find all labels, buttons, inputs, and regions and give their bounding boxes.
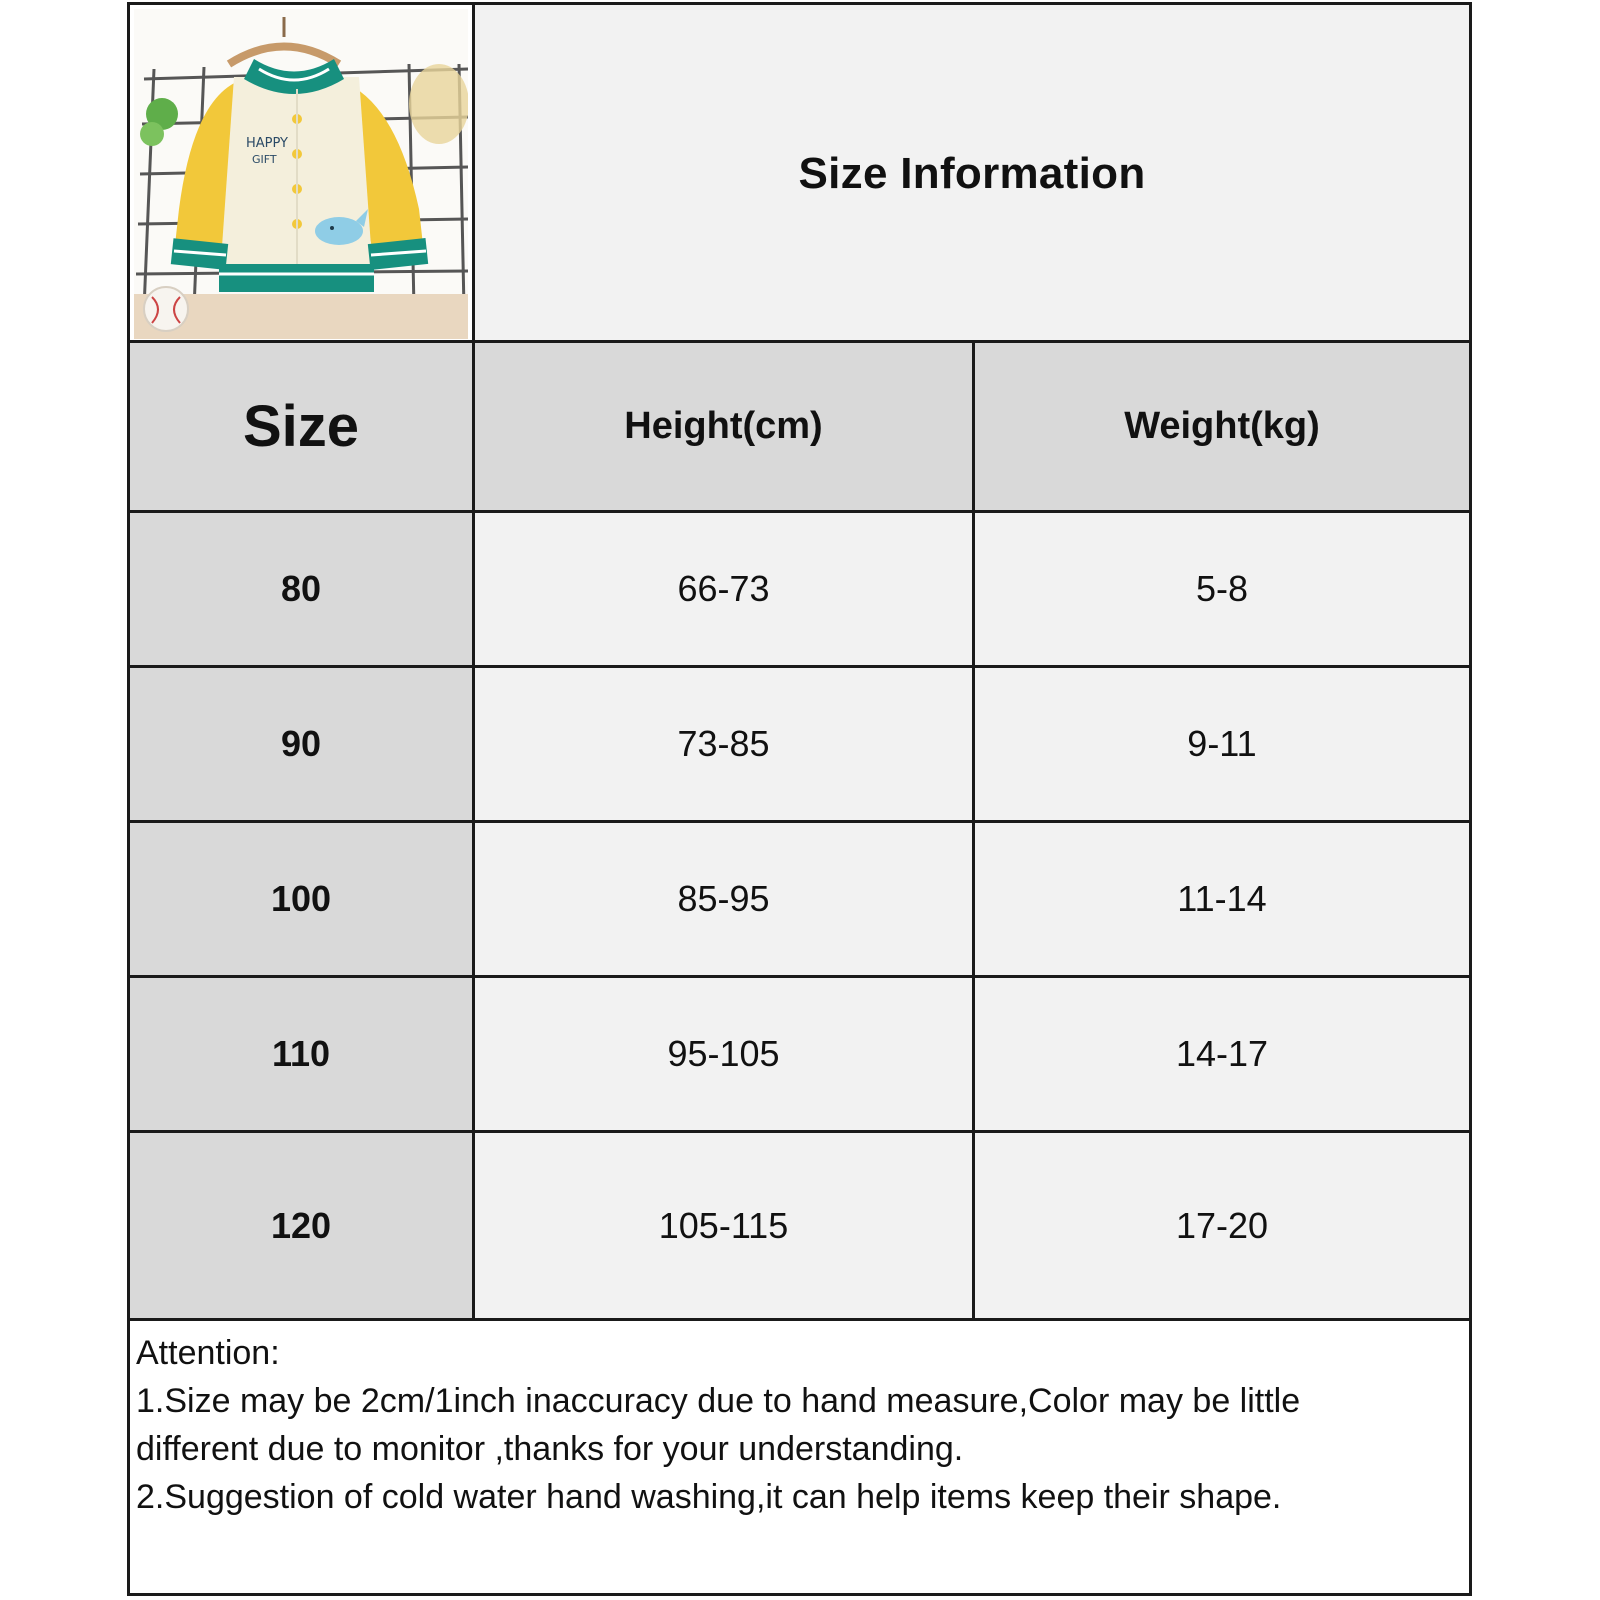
note-line: 2.Suggestion of cold water hand washing,it can help items keep their shape. bbox=[136, 1478, 1282, 1516]
svg-text:HAPPY: HAPPY bbox=[246, 136, 289, 151]
weight-cell bbox=[975, 978, 1469, 1130]
size-header: Size bbox=[242, 394, 360, 459]
weight-value: 5-8 bbox=[1195, 568, 1249, 609]
weight-cell bbox=[975, 1133, 1469, 1318]
weight-cell bbox=[975, 823, 1469, 975]
weight-value: 14-17 bbox=[1175, 1033, 1269, 1074]
size-value: 110 bbox=[271, 1033, 331, 1074]
height-value: 85-95 bbox=[677, 878, 770, 919]
attention-notes bbox=[130, 1321, 1469, 1593]
divider bbox=[972, 343, 975, 1318]
height-cell bbox=[475, 668, 972, 820]
svg-text:GIFT: GIFT bbox=[252, 153, 277, 166]
notes-heading: Attention: bbox=[136, 1334, 280, 1372]
size-value: 100 bbox=[270, 878, 332, 919]
title-cell bbox=[472, 5, 1469, 343]
size-cell bbox=[130, 978, 472, 1130]
height-cell bbox=[475, 823, 972, 975]
product-image bbox=[130, 5, 472, 343]
height-cell bbox=[475, 1133, 972, 1318]
height-value: 73-85 bbox=[677, 723, 770, 764]
height-cell bbox=[475, 513, 972, 665]
height-value: 105-115 bbox=[658, 1204, 789, 1246]
size-value: 120 bbox=[270, 1204, 332, 1246]
weight-value: 17-20 bbox=[1175, 1204, 1269, 1246]
size-cell bbox=[130, 668, 472, 820]
height-header-cell bbox=[475, 343, 972, 510]
weight-value: 11-14 bbox=[1177, 878, 1267, 919]
size-chart bbox=[127, 2, 1472, 1596]
size-cell bbox=[130, 823, 472, 975]
weight-header: Weight(kg) bbox=[1124, 405, 1320, 447]
height-value: 66-73 bbox=[677, 568, 770, 609]
size-header-cell bbox=[130, 343, 472, 510]
height-cell bbox=[475, 978, 972, 1130]
divider bbox=[472, 343, 475, 1318]
jacket-illustration bbox=[134, 9, 468, 339]
page-title: Size Information bbox=[798, 149, 1146, 198]
size-value: 90 bbox=[280, 723, 322, 764]
weight-header-cell bbox=[975, 343, 1469, 510]
weight-value: 9-11 bbox=[1187, 723, 1257, 764]
note-line: 1.Size may be 2cm/1inch inaccuracy due to hand measure,Color may be little bbox=[136, 1382, 1301, 1420]
height-value: 95-105 bbox=[667, 1033, 780, 1074]
note-line: different due to monitor ,thanks for your understanding. bbox=[136, 1430, 964, 1468]
size-cell bbox=[130, 513, 472, 665]
size-cell bbox=[130, 1133, 472, 1318]
weight-cell bbox=[975, 668, 1469, 820]
height-header: Height(cm) bbox=[624, 405, 823, 447]
size-value: 80 bbox=[280, 568, 322, 609]
weight-cell bbox=[975, 513, 1469, 665]
